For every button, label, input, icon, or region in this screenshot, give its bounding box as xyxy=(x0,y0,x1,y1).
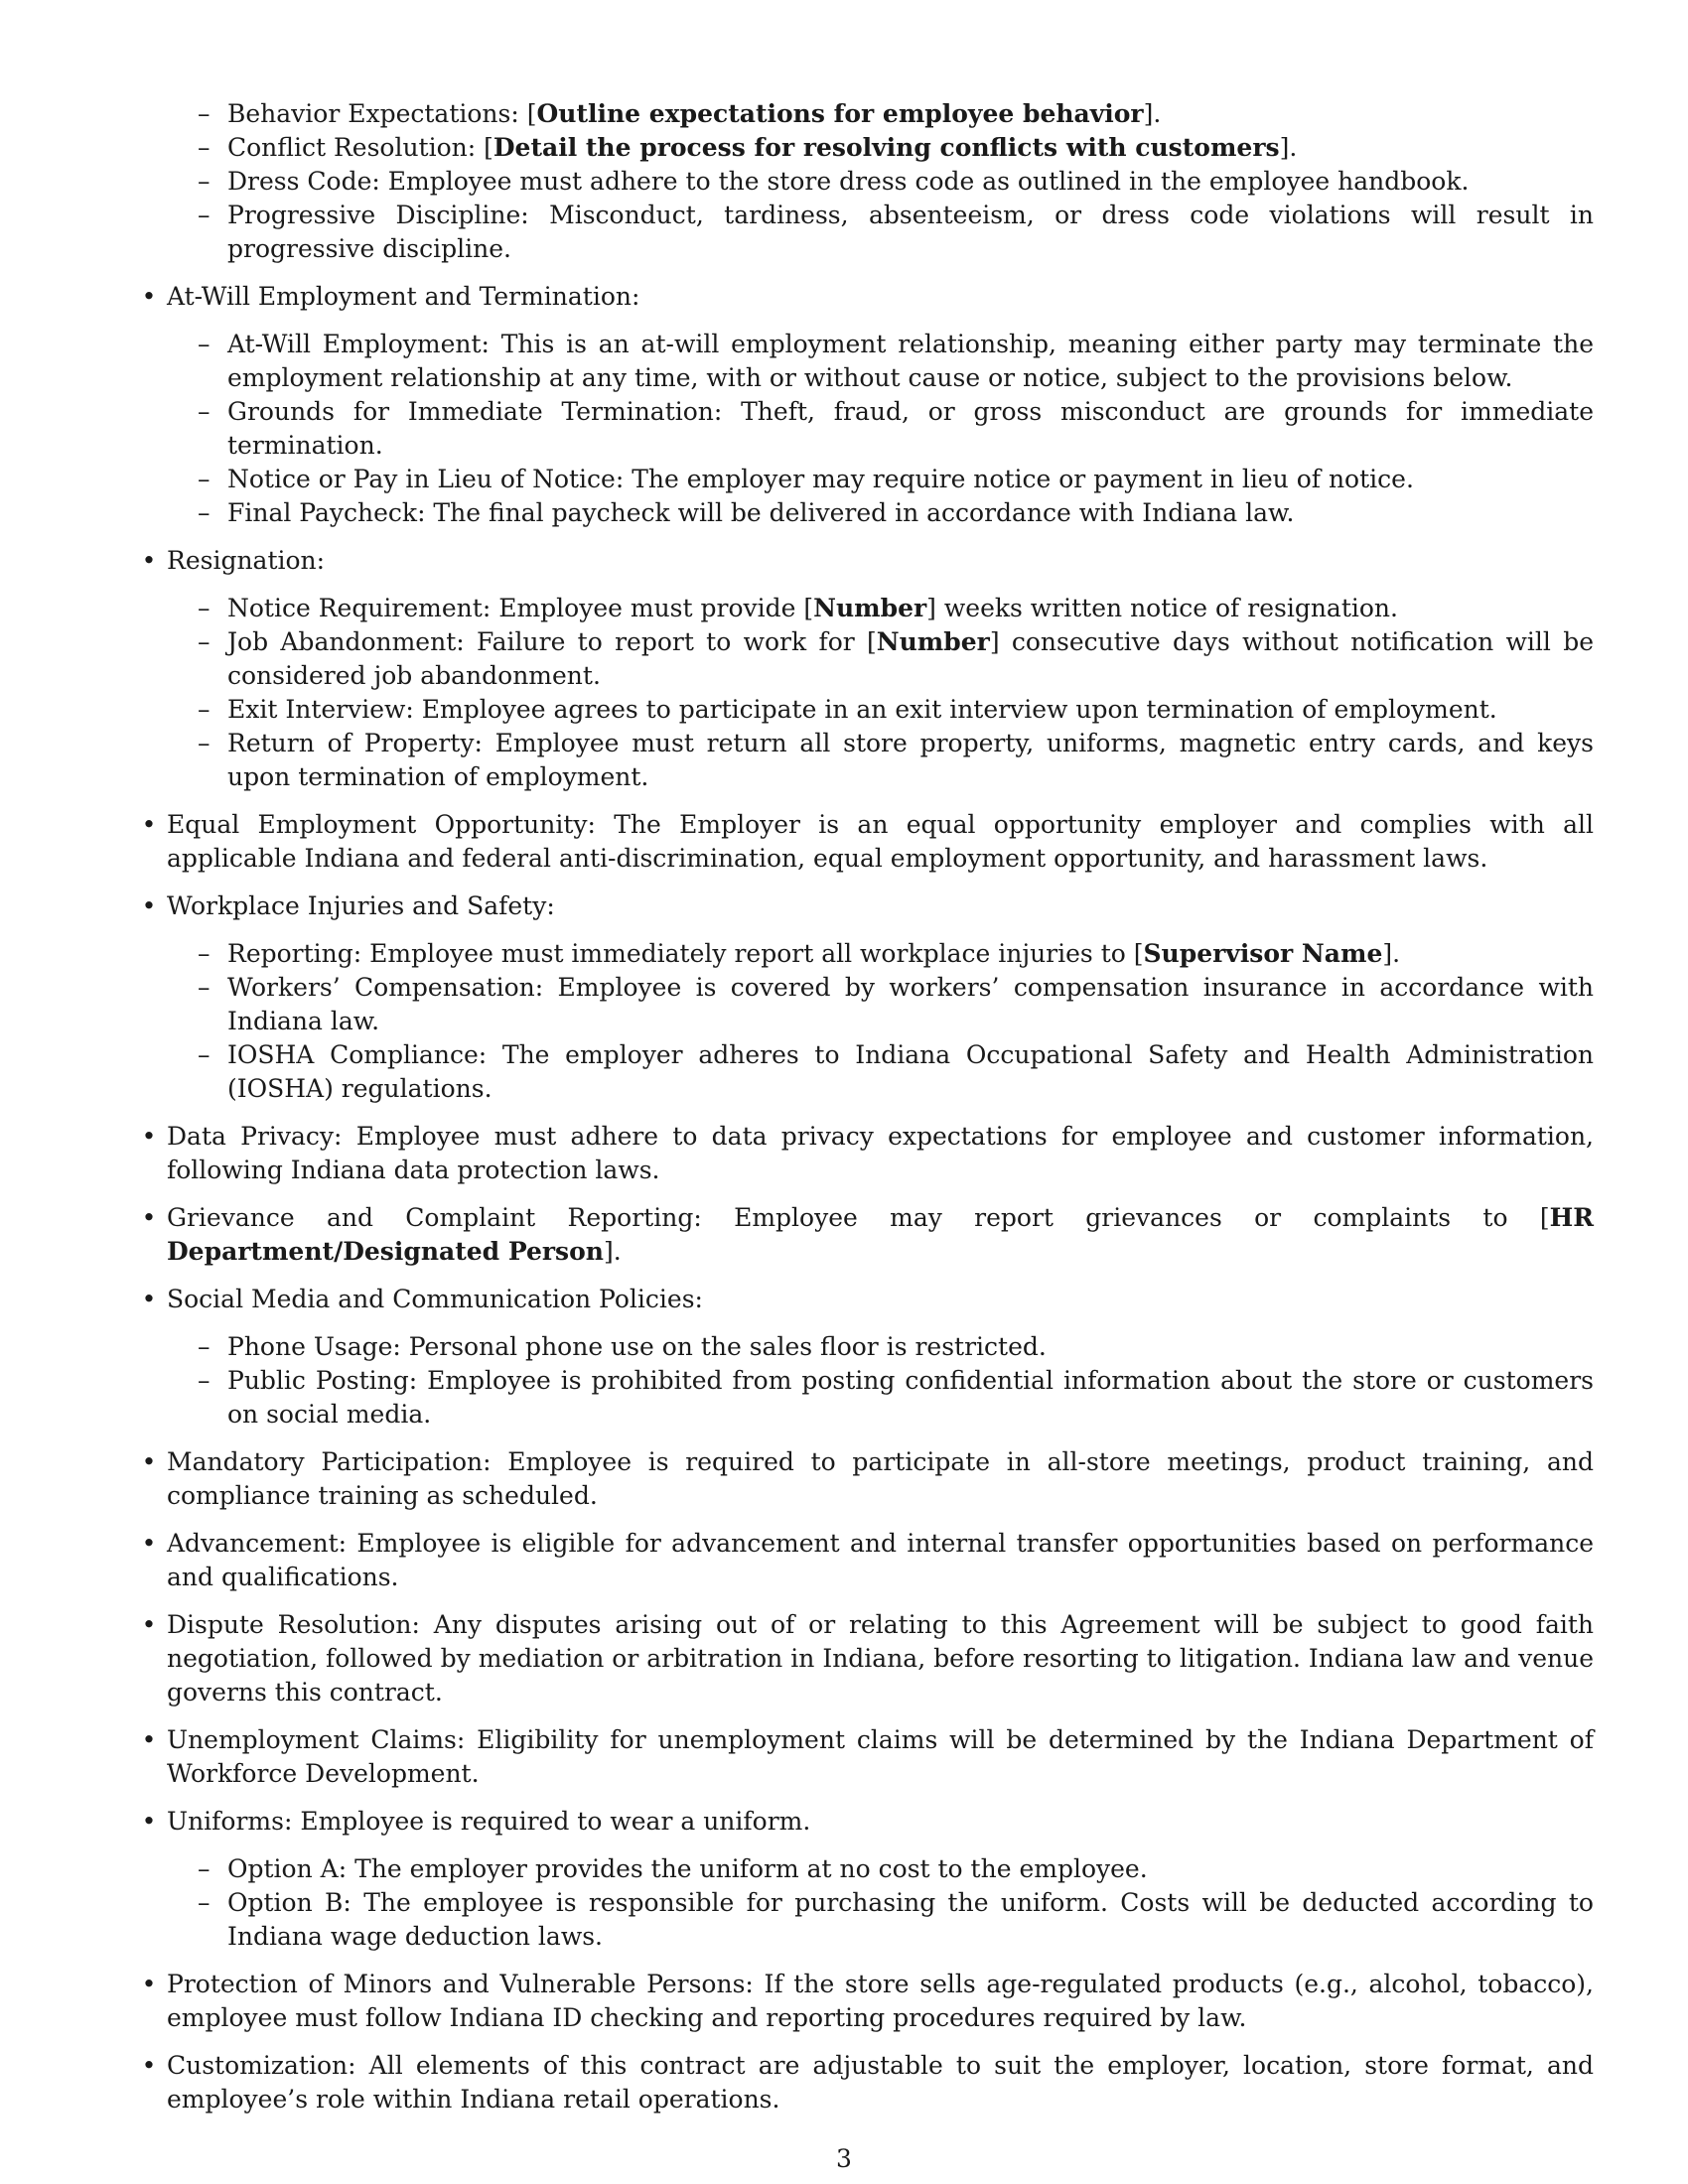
text-segment: Phone Usage: Personal phone use on the sales floor is restricted. xyxy=(227,1332,1047,1361)
list-item xyxy=(167,2049,1594,2116)
list-item-text xyxy=(167,1120,1594,1187)
text-segment: ] consecutive days without notification will be considered job abandonment. xyxy=(227,627,1594,690)
text-segment: ]. xyxy=(1279,133,1298,162)
text-segment: IOSHA Compliance: The employer adheres to Indiana Occupational Safety and Health Administration (IOSHA) regulations. xyxy=(227,1040,1594,1103)
text-segment: At-Will Employment and Termination: xyxy=(167,282,640,311)
dash-marker xyxy=(198,463,211,496)
dash-marker xyxy=(198,937,211,971)
sub-list xyxy=(227,1852,1594,1954)
text-segment: Mandatory Participation: Employee is required to participate in all-store meetings, product training, and compliance training as scheduled. xyxy=(167,1447,1594,1510)
sub-list-item xyxy=(227,131,1594,165)
dash-marker xyxy=(198,625,211,659)
text-segment: Dispute Resolution: Any disputes arising out of or relating to this Agreement will be subject to good faith negotiation, followed by mediation or arbitration in Indiana, before resorting to litigation. Indiana law and venue governs this contract. xyxy=(167,1610,1594,1706)
sub-list-item xyxy=(227,1038,1594,1106)
list-item-text xyxy=(167,889,1594,923)
sub-list-item xyxy=(227,1330,1594,1364)
bullet-marker xyxy=(141,1968,157,2001)
text-segment: ]. xyxy=(603,1237,622,1266)
text-segment: Social Media and Communication Policies: xyxy=(167,1285,703,1313)
list-item-text xyxy=(167,2049,1594,2116)
text-segment: Behavior Expectations: [ xyxy=(227,99,537,128)
dash-marker xyxy=(198,1038,211,1072)
text-segment: Protection of Minors and Vulnerable Persons: If the store sells age-regulated products (e.g., alcohol, tobacco), employee must follow Indiana ID checking and reporting procedures required by law. xyxy=(167,1970,1594,2032)
sub-list-item xyxy=(227,463,1594,496)
sub-list-item xyxy=(227,165,1594,199)
dash-marker xyxy=(198,971,211,1005)
text-segment: Notice Requirement: Employee must provide [ xyxy=(227,594,814,622)
bullet-marker xyxy=(141,1805,157,1839)
list-item-text xyxy=(167,1283,1594,1316)
continued-sublist xyxy=(227,97,1594,266)
sub-list xyxy=(227,937,1594,1106)
text-segment: Workers’ Compensation: Employee is covered by workers’ compensation insurance in accordance with Indiana law. xyxy=(227,973,1594,1035)
text-segment: Uniforms: Employee is required to wear a uniform. xyxy=(167,1807,811,1836)
list-item xyxy=(167,280,1594,530)
sub-list-item xyxy=(227,971,1594,1038)
sub-list-item xyxy=(227,496,1594,530)
placeholder-field: Detail the process for resolving conflicts with customers xyxy=(492,133,1280,162)
list-item-text xyxy=(167,544,1594,578)
text-segment: Option B: The employee is responsible for purchasing the uniform. Costs will be deducted according to Indiana wage deduction laws. xyxy=(227,1888,1594,1951)
sub-list-item xyxy=(227,1364,1594,1432)
dash-marker xyxy=(198,1852,211,1886)
list-item-text xyxy=(167,1608,1594,1709)
sub-list-item xyxy=(227,199,1594,266)
dash-marker xyxy=(198,328,211,361)
bullet-marker xyxy=(141,2049,157,2083)
text-segment: Equal Employment Opportunity: The Employer is an equal opportunity employer and complies with all applicable Indiana and federal anti-discrimination, equal employment opportunity, and harassment laws. xyxy=(167,810,1594,873)
sub-list-item xyxy=(227,625,1594,693)
text-segment: Grounds for Immediate Termination: Theft, fraud, or gross misconduct are grounds for immediate termination. xyxy=(227,397,1594,460)
list-item xyxy=(167,1283,1594,1432)
sub-list-item xyxy=(227,693,1594,727)
text-segment: Resignation: xyxy=(167,546,326,575)
bullet-marker xyxy=(141,280,157,314)
bullet-marker xyxy=(141,1283,157,1316)
list-item-text xyxy=(167,1805,1594,1839)
dash-marker xyxy=(198,496,211,530)
dash-marker xyxy=(198,165,211,199)
list-item xyxy=(167,1723,1594,1791)
bullet-marker xyxy=(141,1608,157,1642)
dash-marker xyxy=(198,1886,211,1920)
list-item xyxy=(167,808,1594,876)
text-segment: Conflict Resolution: [ xyxy=(227,133,493,162)
sub-list-item xyxy=(227,937,1594,971)
list-item xyxy=(167,1120,1594,1187)
sub-list-item xyxy=(227,1886,1594,1954)
text-segment: Workplace Injuries and Safety: xyxy=(167,891,555,920)
text-segment: Notice or Pay in Lieu of Notice: The employer may require notice or payment in lieu of notice. xyxy=(227,465,1414,493)
list-item xyxy=(167,1608,1594,1709)
text-segment: Final Paycheck: The final paycheck will be delivered in accordance with Indiana law. xyxy=(227,498,1295,527)
bullet-marker xyxy=(141,1723,157,1757)
bullet-marker xyxy=(141,1201,157,1235)
text-segment: Grievance and Complaint Reporting: Employee may report grievances or complaints to [ xyxy=(167,1203,1550,1232)
text-segment: Option A: The employer provides the uniform at no cost to the employee. xyxy=(227,1854,1148,1883)
list-item-text xyxy=(167,1201,1594,1269)
dash-marker xyxy=(198,1330,211,1364)
dash-marker xyxy=(198,693,211,727)
placeholder-field: Supervisor Name xyxy=(1143,939,1383,968)
dash-marker xyxy=(198,727,211,760)
sub-list xyxy=(227,328,1594,530)
text-segment: Unemployment Claims: Eligibility for unemployment claims will be determined by the Indiana Department of Workforce Development. xyxy=(167,1725,1594,1788)
sub-list-item xyxy=(227,97,1594,131)
text-segment: Advancement: Employee is eligible for advancement and internal transfer opportunities based on performance and qualifications. xyxy=(167,1529,1594,1591)
dash-marker xyxy=(198,1364,211,1398)
text-segment: ]. xyxy=(1143,99,1162,128)
sub-list xyxy=(227,592,1594,794)
list-item-text xyxy=(167,1968,1594,2035)
sub-list-item xyxy=(227,328,1594,395)
bullet-marker xyxy=(141,808,157,842)
list-item-text xyxy=(167,1723,1594,1791)
list-item xyxy=(167,1445,1594,1513)
text-segment: Exit Interview: Employee agrees to participate in an exit interview upon termination of employment. xyxy=(227,695,1497,724)
placeholder-field: HR Department/Designated Person xyxy=(167,1203,1594,1266)
dash-marker xyxy=(198,97,211,131)
bullet-marker xyxy=(141,1527,157,1561)
list-item xyxy=(167,1201,1594,1269)
dash-marker xyxy=(198,395,211,429)
placeholder-field: Outline expectations for employee behavior xyxy=(536,99,1144,128)
sub-list xyxy=(227,1330,1594,1432)
bullet-marker xyxy=(141,1445,157,1479)
dash-marker xyxy=(198,131,211,165)
list-item xyxy=(167,1805,1594,1954)
bullet-marker xyxy=(141,544,157,578)
dash-marker xyxy=(198,592,211,625)
list-item-text xyxy=(167,808,1594,876)
bullet-marker xyxy=(141,1120,157,1154)
list-item-text xyxy=(167,280,1594,314)
list-item xyxy=(167,1968,1594,2035)
list-item-text xyxy=(167,1527,1594,1594)
list-item xyxy=(167,544,1594,794)
text-segment: Dress Code: Employee must adhere to the store dress code as outlined in the employee handbook. xyxy=(227,167,1470,196)
bullet-marker xyxy=(141,889,157,923)
text-segment: Data Privacy: Employee must adhere to data privacy expectations for employee and customer information, following Indiana data protection laws. xyxy=(167,1122,1594,1184)
text-segment: Public Posting: Employee is prohibited from posting confidential information about the store or customers on social media. xyxy=(227,1366,1594,1429)
list-item xyxy=(167,889,1594,1106)
text-segment: Job Abandonment: Failure to report to work for [ xyxy=(227,627,877,656)
sub-list-item xyxy=(227,1852,1594,1886)
list-item xyxy=(167,1527,1594,1594)
text-segment: ] weeks written notice of resignation. xyxy=(926,594,1398,622)
sub-list-item xyxy=(227,727,1594,794)
dash-marker xyxy=(198,199,211,232)
placeholder-field: Number xyxy=(876,627,990,656)
sub-list-item xyxy=(227,395,1594,463)
bullet-list xyxy=(167,280,1594,2116)
page-number: 3 xyxy=(836,2144,852,2173)
list-item-text xyxy=(167,1445,1594,1513)
text-segment: Reporting: Employee must immediately report all workplace injuries to [ xyxy=(227,939,1144,968)
text-segment: Return of Property: Employee must return all store property, uniforms, magnetic entry cards, and keys upon termination of employment. xyxy=(227,729,1594,791)
sub-list-item xyxy=(227,592,1594,625)
text-segment: Customization: All elements of this contract are adjustable to suit the employer, location, store format, and employee’s role within Indiana retail operations. xyxy=(167,2051,1594,2114)
placeholder-field: Number xyxy=(813,594,927,622)
text-segment: Progressive Discipline: Misconduct, tardiness, absenteeism, or dress code violations will result in progressive discipline. xyxy=(227,201,1594,263)
text-segment: ]. xyxy=(1382,939,1401,968)
text-segment: At-Will Employment: This is an at-will employment relationship, meaning either party may terminate the employment relationship at any time, with or without cause or notice, subject to the provisions below. xyxy=(227,330,1594,392)
